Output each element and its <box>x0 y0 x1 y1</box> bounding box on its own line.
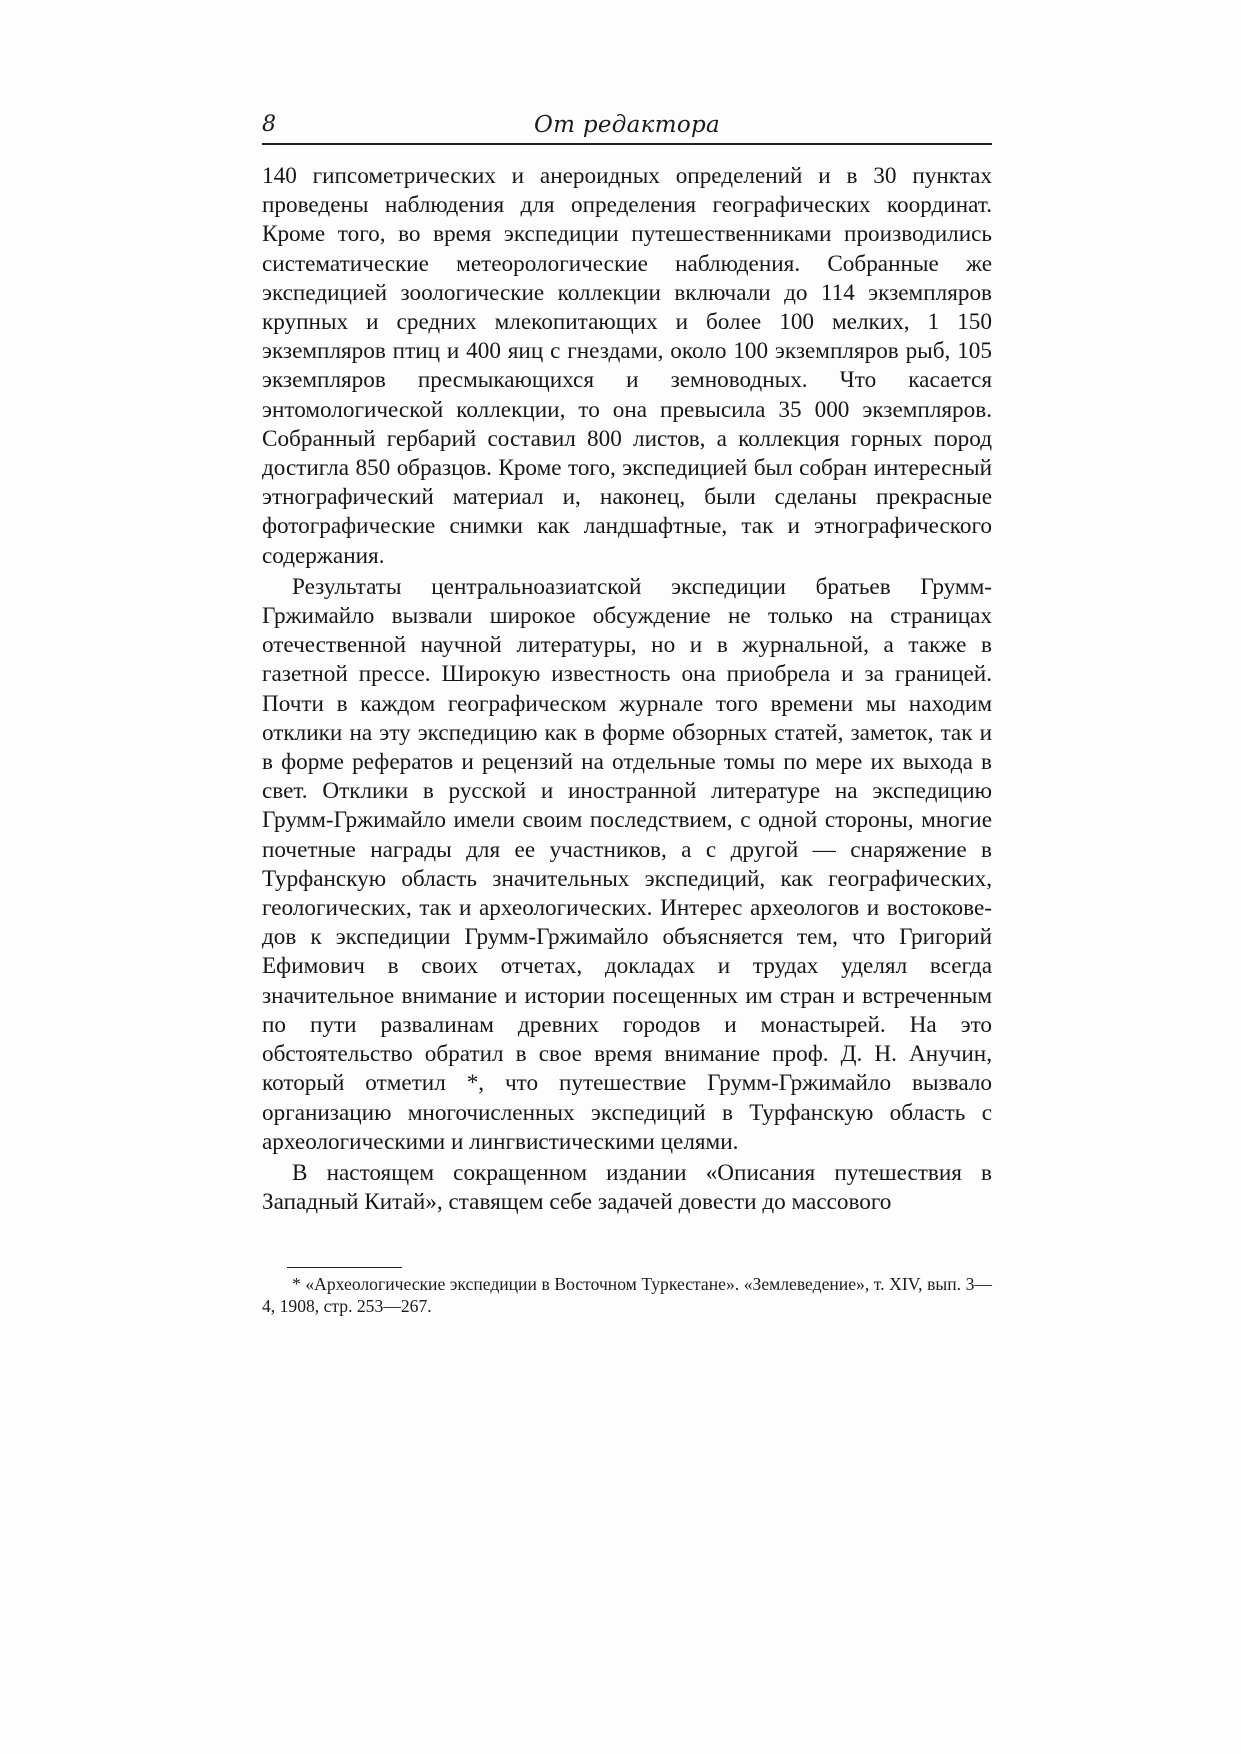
body-text <box>262 162 992 1217</box>
page-number: 8 <box>262 112 276 137</box>
paragraph-2: Результаты центральноазиатской экспедиции братьев Грумм-Гржимайло вызвали широкое обсуждение не только на страницах отечественной научной литературы, но и в журнальной, а также в газетной прессе. Широкую известность она приобрела и за границей. Почти в каждом географическом журнале того времени мы находим отклики на эту экспедицию как в форме обзорных статей, заметок, так и в форме рефератов и рецензий на отдельные томы по мере их выхода в свет. Отклики в русской и иностранной литературе на экспедицию Грумм-Гржимайло имели своим последствием, с одной стороны, многие почетные награды для ее участников, а с другой — снаряжение в Турфанскую область значительных экспедиций, как географических, геологических, так и археологических. Интерес археологов и востоковедов к экспедиции Грумм-Гржимайло объясняется тем, что Григорий Ефимович в своих отчетах, докладах и трудах уделял всегда значительное внимание и истории посещенных им стран и встреченным по пути развалинам древних городов и монастырей. На это обстоятельство обратил в свое время внимание проф. Д. Н. Анучин, который отметил *, что путешествие Грумм-Гржимайло вызвало организацию многочисленных экспедиций в Турфанскую область с археологическими и лингвистическими целями. <box>262 573 992 1155</box>
paragraph-3: В настоящем сокращенном издании «Описания путешествия в Западный Китай», ставящем себе задачей довести до массового <box>262 1159 992 1216</box>
footnote: * «Археологические экспедиции в Восточном Туркестане». «Землеведение», т. XIV, вып. 3—4, 1908, стр. 253—267. <box>262 1274 992 1316</box>
running-head-title: От редактора <box>533 112 721 138</box>
footnote-rule <box>287 1267 402 1268</box>
running-head <box>262 112 992 146</box>
header-rule <box>262 143 992 145</box>
paragraph-1: 140 гипсометрических и анероидных определений и в 30 пунктах проведены наблюдения для определения географических координат. Кроме того, во время экспедиции путешественниками производились систематические метеорологические наблюдения. Собранные же экспедицией зоологические коллекции включали до 114 экземпляров крупных и средних млекопитающих и более 100 мелких, 1 150 экземпляров птиц и 400 яиц с гнездами, около 100 экземпляров рыб, 105 экземпляров пресмыкающихся и земноводных. Что касается энтомологической коллекции, то она превысила 35 000 экземпляров. Собранный гербарий составил 800 листов, а коллекция горных пород достигла 850 образцов. Кроме того, экспедицией был собран интересный этнографический материал и, наконец, были сделаны прекрасные фотографические снимки как ландшафтные, так и этнографического содержания. <box>262 163 992 569</box>
